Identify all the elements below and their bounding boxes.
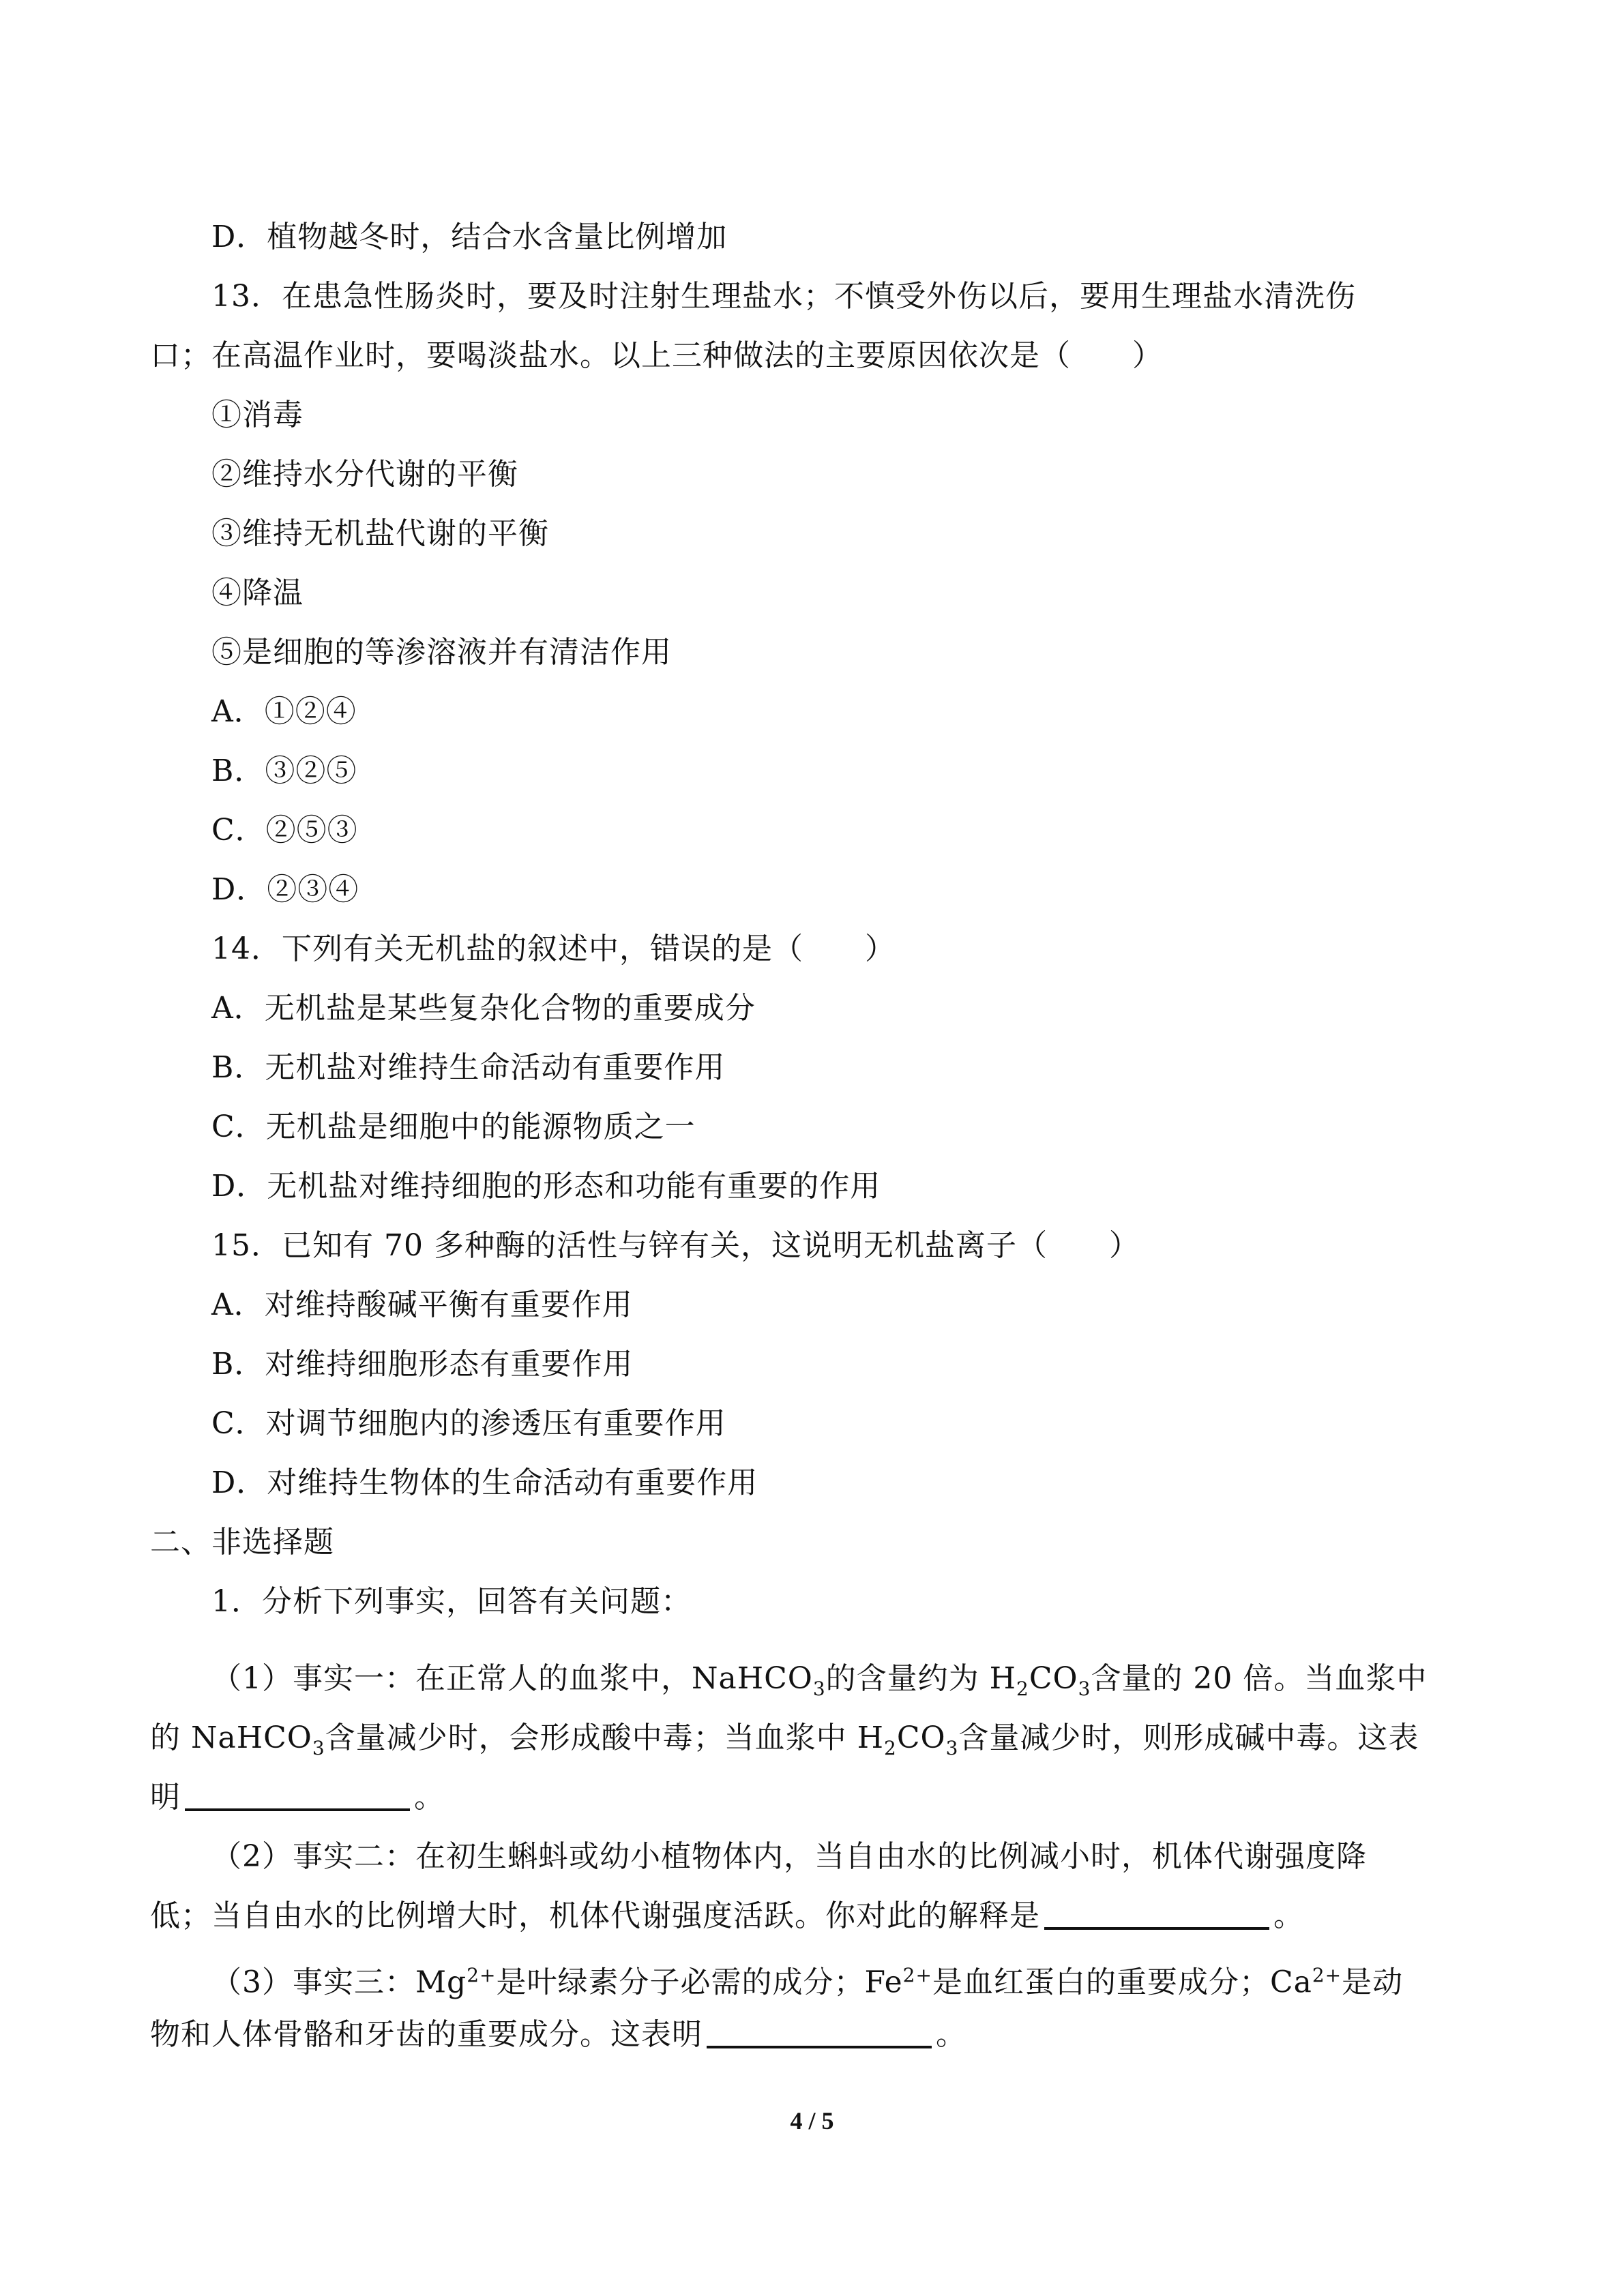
answer-blank-1[interactable] — [185, 1808, 410, 1811]
fact-1-line-2: 的 NaHCO$_3$含量减少时，会形成酸中毒；当血浆中 $H_2CO_3$含量减少时，则形成碱中毒。这表 — [150, 1720, 1419, 1759]
fact-3-line-1: （3）事实三：$Mg^{2+}$是叶绿素分子必需的成分；$Fe^{2+}$是血红蛋白的重要成分；$Ca^{2+}$是动 — [211, 1964, 1404, 2000]
option-14b: B．无机盐对维持生命活动有重要作用 — [211, 1050, 726, 1085]
question-13-stem-2: 口；在高温作业时，要喝淡盐水。以上三种做法的主要原因依次是（ ） — [150, 338, 1163, 373]
option-13c: C．②⑤③ — [211, 813, 358, 848]
answer-blank-2[interactable] — [1044, 1927, 1269, 1930]
option-13d: D．②③④ — [211, 872, 359, 907]
option-14a: A．无机盐是某些复杂化合物的重要成分 — [211, 991, 756, 1026]
answer-blank-3[interactable] — [707, 2046, 932, 2048]
fact-1-line-3: 明 。 — [150, 1780, 445, 1815]
fact-2-line-2: 低；当自由水的比例增大时，机体代谢强度活跃。你对此的解释是 。 — [150, 1898, 1304, 1933]
item-3: ③维持无机盐代谢的平衡 — [211, 516, 549, 551]
fact-3-line-2: 物和人体骨骼和牙齿的重要成分。这表明 。 — [150, 2017, 966, 2052]
option-15d: D．对维持生物体的生命活动有重要作用 — [211, 1465, 758, 1500]
option-15a: A．对维持酸碱平衡有重要作用 — [211, 1287, 633, 1322]
page-number: 4 / 5 — [790, 2107, 834, 2134]
option-15b: B．对维持细胞形态有重要作用 — [211, 1347, 634, 1382]
item-1: ①消毒 — [211, 398, 304, 432]
option-12d: D．植物越冬时，结合水含量比例增加 — [211, 220, 728, 254]
option-13b: B．③②⑤ — [211, 754, 357, 788]
option-15c: C．对调节细胞内的渗透压有重要作用 — [211, 1406, 726, 1441]
fact-1-line-1: （1）事实一：在正常人的血浆中，NaHCO$_3$的含量约为 $H_2CO_3$含量的 20 倍。当血浆中 — [211, 1661, 1428, 1700]
item-2: ②维持水分代谢的平衡 — [211, 457, 518, 492]
question-15-stem: 15．已知有 70 多种酶的活性与锌有关，这说明无机盐离子（ ） — [211, 1228, 1140, 1263]
option-14c: C．无机盐是细胞中的能源物质之一 — [211, 1109, 696, 1144]
option-14d: D．无机盐对维持细胞的形态和功能有重要的作用 — [211, 1169, 881, 1204]
question-1-stem: 1．分析下列事实，回答有关问题： — [211, 1584, 692, 1619]
option-13a: A．①②④ — [211, 694, 357, 729]
question-14-stem: 14．下列有关无机盐的叙述中，错误的是（ ） — [211, 931, 896, 966]
question-13-stem-1: 13．在患急性肠炎时，要及时注射生理盐水；不慎受外伤以后，要用生理盐水清洗伤 — [211, 279, 1356, 314]
fact-2-line-1: （2）事实二：在初生蝌蚪或幼小植物体内，当自由水的比例减小时，机体代谢强度降 — [211, 1839, 1367, 1874]
item-5: ⑤是细胞的等渗溶液并有清洁作用 — [211, 635, 672, 670]
item-4: ④降温 — [211, 576, 304, 610]
section-title: 二、非选择题 — [150, 1525, 334, 1560]
